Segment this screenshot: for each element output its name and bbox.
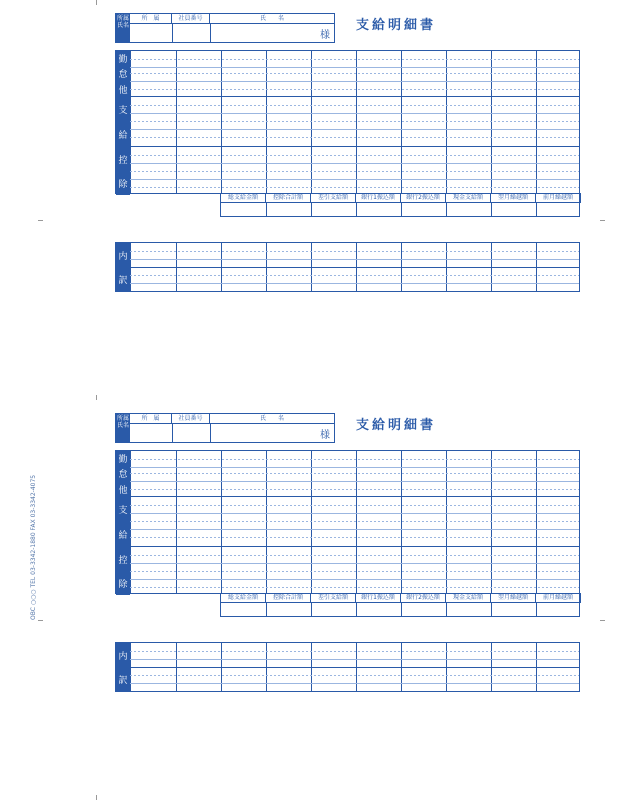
- total-label: 銀行2振込額: [401, 593, 446, 603]
- section-attendance: [116, 51, 130, 97]
- section-char: 内: [118, 651, 128, 662]
- header-labels: [130, 414, 334, 424]
- main-grid: [115, 450, 580, 594]
- section-attendance: [116, 451, 130, 497]
- total-label: 現金支給額: [446, 193, 491, 203]
- breakdown-grid: [115, 242, 580, 292]
- total-label: 控除合計額: [266, 593, 311, 603]
- employee-no-label: 社員番号: [172, 414, 210, 423]
- header-labels: [130, 14, 334, 24]
- totals-row: [220, 193, 580, 217]
- payslip-bottom: [0, 400, 640, 800]
- employee-header: [115, 13, 335, 43]
- section-char: 内: [118, 251, 128, 262]
- dept-label: 所 属: [130, 414, 172, 423]
- header-side-label: 所属氏名: [116, 414, 130, 442]
- employee-no-label: 社員番号: [172, 14, 210, 23]
- section-payment: [116, 497, 130, 547]
- total-label: 差引支給額: [311, 593, 356, 603]
- dept-label: 所 属: [130, 14, 172, 23]
- section-deduction: [116, 147, 130, 195]
- total-label: 現金支給額: [446, 593, 491, 603]
- employee-header: [115, 413, 335, 443]
- total-label: 前月繰越額: [536, 193, 581, 203]
- honorific: 様: [320, 430, 330, 441]
- total-label: 控除合計額: [266, 193, 311, 203]
- section-char: 除: [118, 579, 128, 590]
- publisher-footer: OBC ○○○ TEL 03-3342-1880 FAX 03-3342-4075: [30, 474, 37, 620]
- section-deduction: [116, 547, 130, 595]
- honorific: 様: [320, 30, 330, 41]
- breakdown-grid: [115, 642, 580, 692]
- main-grid: [115, 50, 580, 194]
- section-char: 訳: [118, 675, 128, 686]
- section-char: 怠: [118, 70, 128, 81]
- section-char: 除: [118, 179, 128, 190]
- section-char: 支: [118, 106, 128, 116]
- total-label: 銀行1振込額: [356, 593, 401, 603]
- header-side-label: 所属氏名: [116, 14, 130, 42]
- name-label: 氏 名: [259, 15, 284, 22]
- name-label: 氏 名: [259, 415, 284, 422]
- section-char: 給: [118, 131, 128, 141]
- document-title: 支給明細書: [356, 18, 437, 33]
- total-label: 翌月繰越額: [491, 593, 536, 603]
- section-char: 訳: [118, 275, 128, 286]
- section-char: 控: [118, 555, 128, 566]
- section-char: 勤: [118, 455, 128, 466]
- section-char: 他: [118, 85, 128, 96]
- section-char: 支: [118, 506, 128, 516]
- total-label: 銀行1振込額: [356, 193, 401, 203]
- total-label: 総支給金額: [221, 593, 266, 603]
- section-char: 他: [118, 485, 128, 496]
- total-label: 差引支給額: [311, 193, 356, 203]
- document-title: 支給明細書: [356, 418, 437, 433]
- section-char: 怠: [118, 470, 128, 481]
- section-breakdown: [116, 643, 130, 691]
- total-label: 総支給金額: [221, 193, 266, 203]
- section-breakdown: [116, 243, 130, 291]
- section-char: 控: [118, 155, 128, 166]
- total-label: 銀行2振込額: [401, 193, 446, 203]
- total-label: 前月繰越額: [536, 593, 581, 603]
- section-payment: [116, 97, 130, 147]
- totals-row: [220, 593, 580, 617]
- total-label: 翌月繰越額: [491, 193, 536, 203]
- section-char: 勤: [118, 55, 128, 66]
- section-char: 給: [118, 531, 128, 541]
